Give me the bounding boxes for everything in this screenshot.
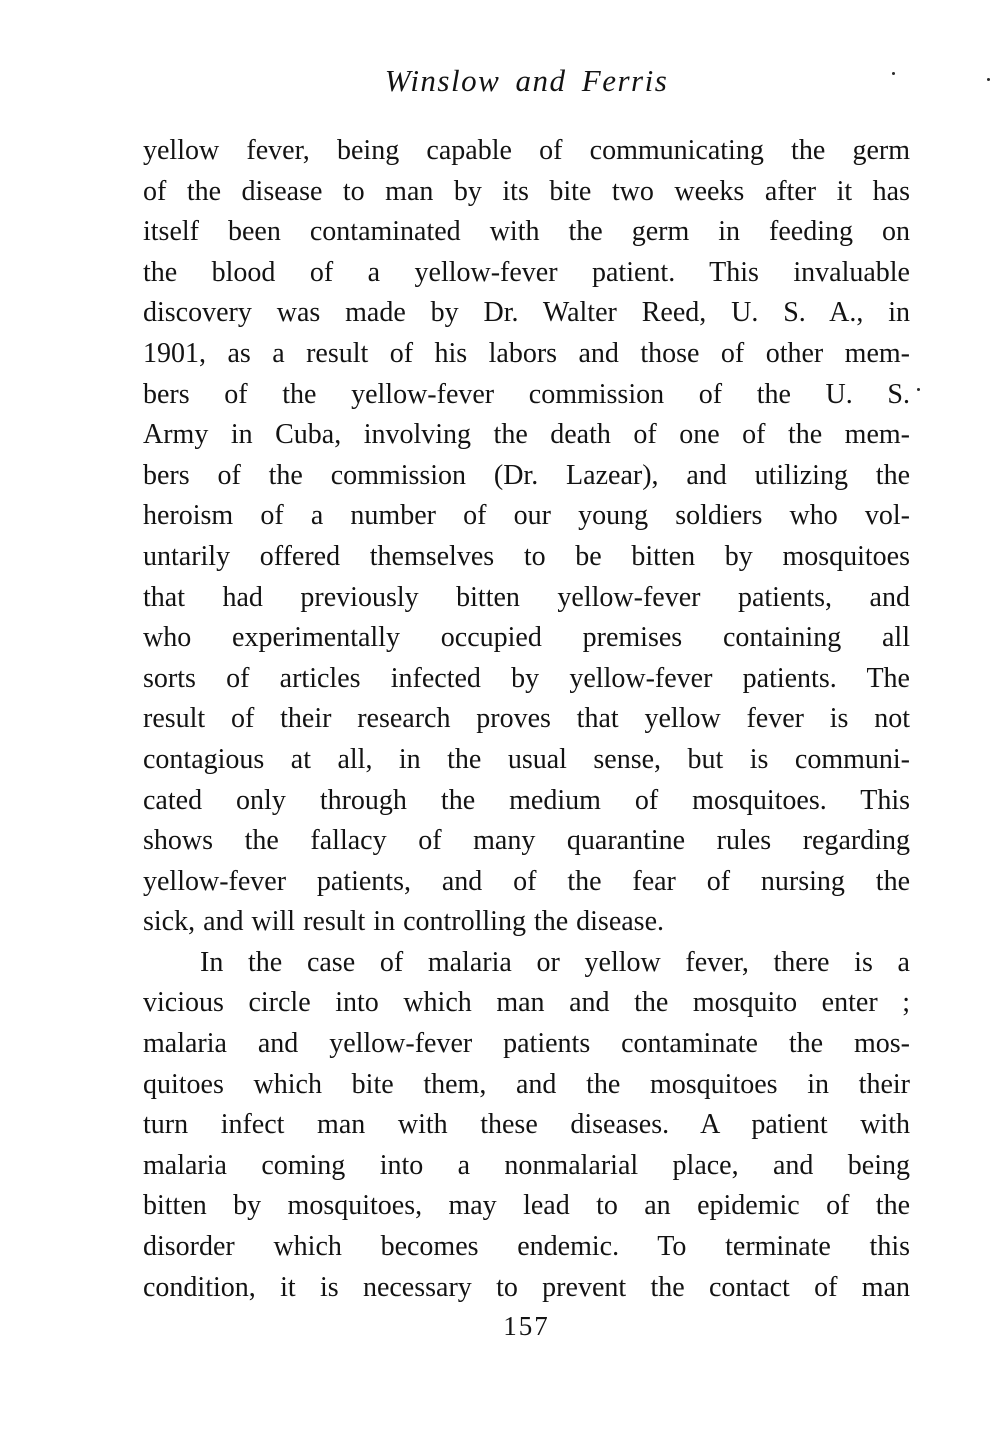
ink-speck [917,388,920,391]
text-line: quitoes which bite them, and the mosquitoes in their [143,1068,910,1100]
text-line: In the case of malaria or yellow fever, there is a [200,946,910,978]
text-line: condition, it is necessary to prevent the contact of man [143,1271,910,1303]
text-line: sorts of articles infected by yellow-fever patients. The [143,662,910,694]
text-line: who experimentally occupied premises containing all [143,622,910,654]
text-line: Army in Cuba, involving the death of one of the mem- [143,419,910,451]
text-line: sick, and will result in controlling the disease. [143,906,665,938]
text-line: turn infect man with these diseases. A patient with [143,1109,910,1141]
text-line: disorder which becomes endemic. To terminate this [143,1231,910,1263]
text-line: untarily offered themselves to be bitten by mosquitoes [143,540,910,572]
text-line: cated only through the medium of mosquitoes. This [143,784,910,816]
text-line: 1901, as a result of his labors and those of other mem- [143,337,910,369]
ink-speck [987,78,990,81]
text-line: bers of the commission (Dr. Lazear), and utilizing the [143,459,910,491]
text-line: yellow fever, being capable of communicating the germ [143,135,910,166]
page-number: 157 [503,1311,550,1341]
text-line: the blood of a yellow-fever patient. This invaluable [143,256,910,288]
text-line: contagious at all, in the usual sense, but is communi- [143,743,910,775]
text-line: malaria and yellow-fever patients contaminate the mos- [143,1028,910,1060]
text-block [143,131,910,1308]
text-line: of the disease to man by its bite two weeks after it has [143,175,910,207]
text-line: bers of the yellow-fever commission of the U. S. [143,378,910,410]
ink-speck [892,72,895,75]
running-head: Winslow and Ferris [384,63,669,98]
text-line: shows the fallacy of many quarantine rules regarding [143,825,910,857]
text-line: vicious circle into which man and the mosquito enter ; [143,987,910,1019]
text-line: yellow-fever patients, and of the fear of nursing the [143,865,910,897]
text-line: malaria coming into a nonmalarial place, and being [143,1149,910,1181]
text-line: heroism of a number of our young soldiers who vol- [143,500,910,532]
text-line: bitten by mosquitoes, may lead to an epidemic of the [143,1190,910,1222]
text-line: that had previously bitten yellow-fever patients, and [143,581,910,613]
text-line: itself been contaminated with the germ in feeding on [143,216,910,248]
text-line: discovery was made by Dr. Walter Reed, U. S. A., in [143,297,910,329]
text-line: result of their research proves that yellow fever is not [143,703,910,735]
